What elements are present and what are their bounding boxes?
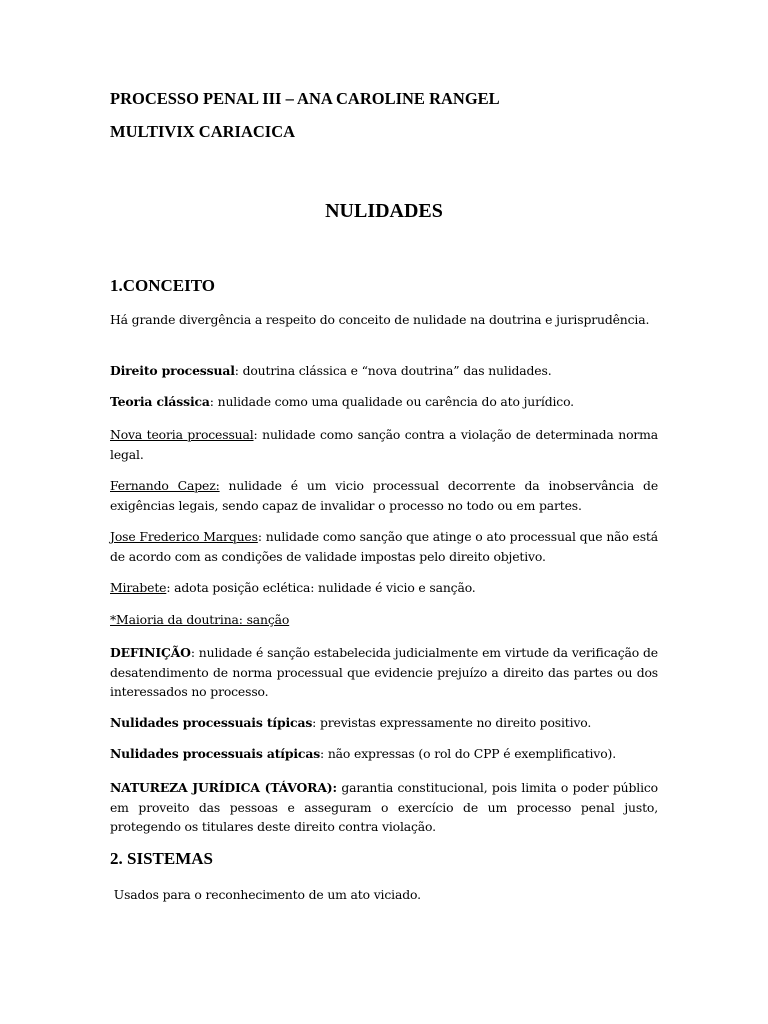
text-definicao: : nulidade é sanção estabelecida judicialmente em virtude da verificação de desatendimento de norma processual que evidencie prejuízo a direito das partes ou dos interessados no processo. [110, 645, 658, 699]
course-header: PROCESSO PENAL III – ANA CAROLINE RANGEL [110, 89, 500, 108]
paragraph-natureza [110, 778, 658, 837]
term-definicao: DEFINIÇÃO [110, 645, 191, 660]
text-marques: : nulidade como sanção que atinge o ato processual que não está de acordo com as condições de validade impostas pelo direito objetivo. [110, 529, 658, 564]
paragraph-teoria-classica [110, 392, 658, 412]
text-capez: nulidade é um vicio processual decorrente da inobservância de exigências legais, sendo capaz de invalidar o processo no todo ou em partes. [110, 478, 659, 513]
term-tipicas: Nulidades processuais típicas [110, 715, 313, 730]
term-capez: Fernando Capez: [110, 478, 220, 493]
paragraph-mirabete [110, 578, 658, 598]
term-mirabete: Mirabete [110, 580, 167, 595]
text-tipicas: : previstas expressamente no direito positivo. [312, 715, 592, 730]
text-teoria-classica: : nulidade como uma qualidade ou carência do ato jurídico. [209, 394, 574, 409]
paragraph-sistemas-intro: Usados para o reconhecimento de um ato viciado. [110, 887, 421, 902]
text-mirabete: : adota posição eclética: nulidade é vicio e sanção. [166, 580, 476, 595]
paragraph-nova-teoria [110, 425, 658, 464]
term-atipicas: Nulidades processuais atípicas [110, 746, 321, 761]
text-natureza: garantia constitucional, pois limita o poder público em proveito das pessoas e asseguram o exercício de um processo penal justo, protegendo os titulares deste direito contra violação. [110, 780, 658, 834]
text-atipicas: : não expressas (o rol do CPP é exemplificativo). [320, 746, 616, 761]
note-maioria: *Maioria da doutrina: sanção [110, 612, 290, 627]
paragraph-definicao [110, 643, 658, 702]
paragraph-capez [110, 476, 658, 515]
paragraph-intro: Há grande divergência a respeito do conceito de nulidade na doutrina e jurisprudência. [110, 312, 650, 327]
paragraph-direito-processual [110, 361, 658, 381]
paragraph-tipicas [110, 713, 658, 733]
term-marques: Jose Frederico Marques [110, 529, 258, 544]
term-teoria-classica: Teoria clássica [110, 394, 210, 409]
term-natureza: NATUREZA JURÍDICA (TÁVORA): [110, 780, 337, 795]
term-nova-teoria: Nova teoria processual [110, 427, 254, 442]
text-direito-processual: : doutrina clássica e “nova doutrina” das nulidades. [234, 363, 552, 378]
term-direito-processual: Direito processual [110, 363, 235, 378]
paragraph-marques [110, 527, 658, 566]
institution-header: MULTIVIX CARIACICA [110, 122, 296, 141]
page-title: NULIDADES [325, 200, 443, 222]
text-nova-teoria: : nulidade como sanção contra a violação de determinada norma legal. [110, 427, 658, 462]
section-heading-sistemas: 2. SISTEMAS [110, 849, 213, 868]
paragraph-atipicas [110, 744, 658, 764]
section-heading-conceito: 1.CONCEITO [110, 276, 216, 295]
